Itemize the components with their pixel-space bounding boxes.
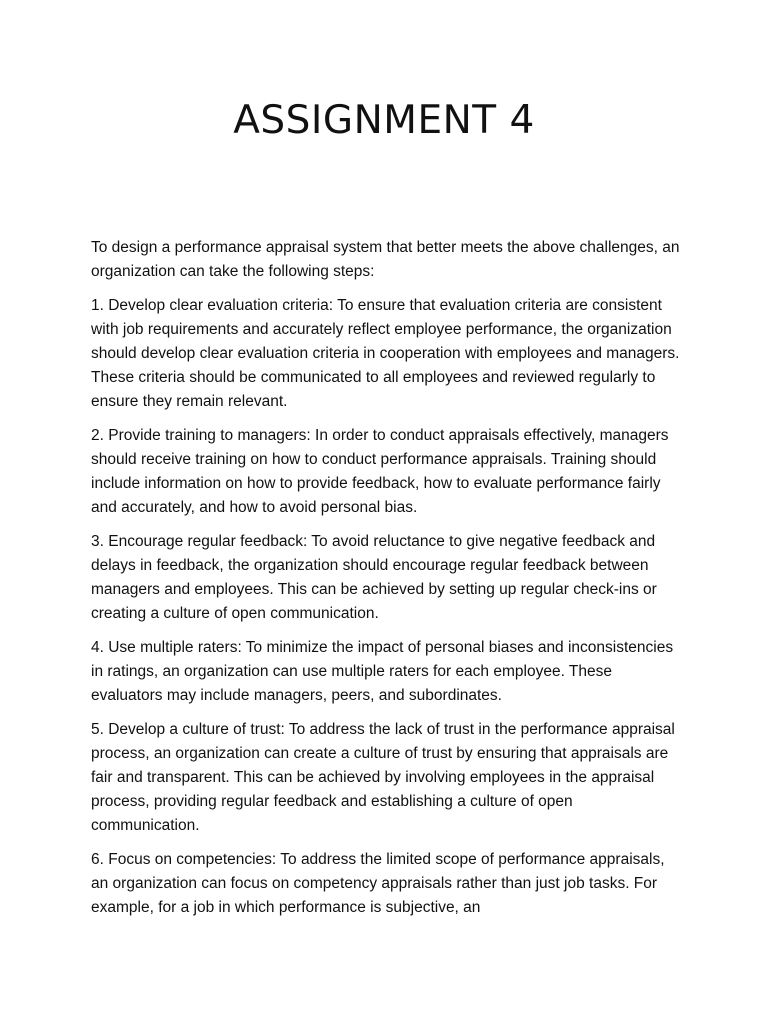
step-5-paragraph: 5. Develop a culture of trust: To address the lack of trust in the performance appraisal process, an organization can create a culture of trust by ensuring that appraisals are fair and transparent. This can be achieved by involving employees in the appraisal process, providing regular feedback and establishing a culture of open communication. (91, 721, 675, 834)
step-2-paragraph: 2. Provide training to managers: In order to conduct appraisals effectively, managers should receive training on how to conduct performance appraisals. Training should include information on how to provide feedback, how to evaluate performance fairly and accurately, and how to avoid personal bias. (91, 427, 669, 516)
step-4-paragraph: 4. Use multiple raters: To minimize the impact of personal biases and inconsistencies in ratings, an organization can use multiple raters for each employee. These evaluators may include managers, peers, and subordinates. (91, 639, 674, 704)
step-3-paragraph: 3. Encourage regular feedback: To avoid reluctance to give negative feedback and delays in feedback, the organization should encourage regular feedback between managers and employees. This can be achieved by setting up regular check-ins or creating a culture of open communication. (91, 533, 657, 622)
step-1-paragraph: 1. Develop clear evaluation criteria: To ensure that evaluation criteria are consistent with job requirements and accurately reflect employee performance, the organization should develop clear evaluation criteria in cooperation with employees and managers. These criteria should be communicated to all employees and reviewed regularly to ensure they remain relevant. (91, 297, 680, 410)
intro-paragraph: To design a performance appraisal system that better meets the above challenges, an organization can take the following steps: (91, 239, 680, 280)
step-6-paragraph: 6. Focus on competencies: To address the limited scope of performance appraisals, an organization can focus on competency appraisals rather than just job tasks. For example, for a job in which performance is subjective, an (91, 851, 665, 916)
document-body (91, 236, 681, 930)
page-title: ASSIGNMENT 4 (233, 98, 535, 143)
